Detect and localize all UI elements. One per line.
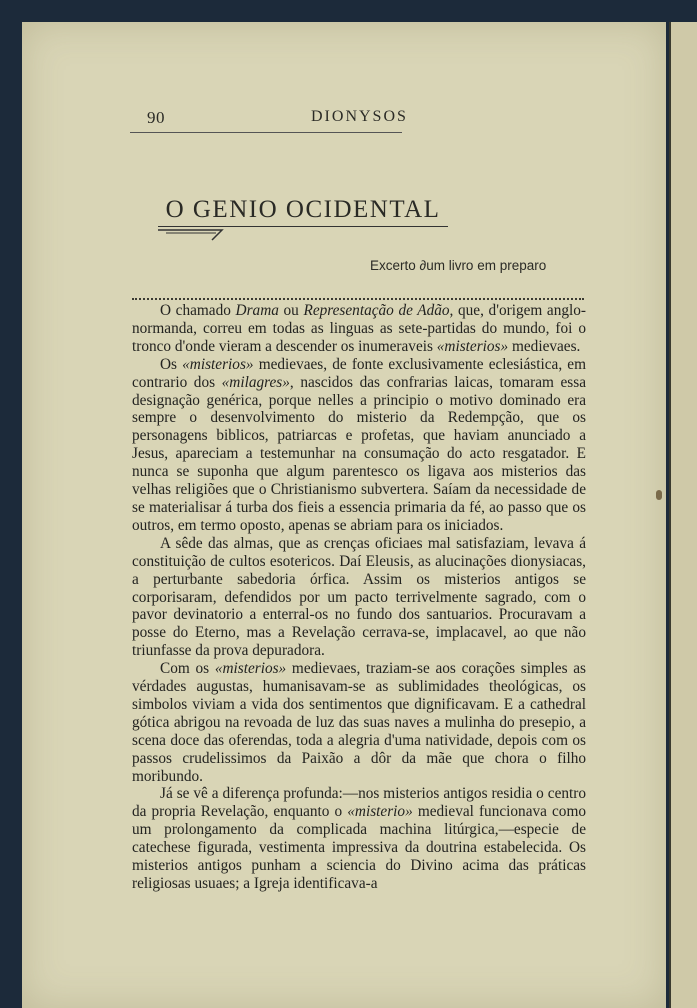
italic-term: «misterios»	[214, 660, 287, 678]
text-run: medievaes.	[508, 337, 581, 355]
text-run: medievaes, de fonte exclusivamente eclesiástica, em contrario dos	[132, 355, 586, 391]
text-run: Com os	[160, 660, 215, 678]
italic-term: Representação de Adão,	[303, 302, 454, 319]
body-paragraph	[132, 785, 586, 892]
text-run: Os	[160, 355, 183, 373]
italic-term: «misterio»	[347, 803, 413, 821]
binding-thread-mark	[656, 490, 662, 500]
running-header	[130, 108, 408, 133]
page-number: 90	[147, 108, 165, 127]
dotted-separator	[132, 288, 584, 300]
article-body	[132, 302, 586, 893]
body-paragraph	[132, 535, 586, 660]
text-run: ou	[278, 302, 304, 319]
text-run: medievaes, traziam-se aos corações simples as vérdades augustas, humanisavam-se as sublimidades theológicas, os simbolos viviam a vida dos sentimentos que dignificavam. E a cathedral gótica abrigou na revoada de luz das suas naves a mulinha do presepio, a scena doce das oferendas, toda a alegria d'uma natividade, depois com os passos crudelissimos da Paixão a dôr da mãe que chora o filho moribundo.	[132, 660, 587, 785]
italic-term: «milagres»	[221, 373, 290, 391]
text-run: A sêde das almas, que as crenças oficiaes mal satisfaziam, levava á constituição de cultos esotericos. Daí Eleusis, as alucinações dionysiacas, a perturbante sabedoria órfica. Assim os misterios antigos se corporisaram, defendidos por um pacto terrivelmente sagrado, com o pavor devinatorio a enterral-os no fundo dos santuarios. Procuravam a posse do Eterno, mas a Revelação cerrava-se, implacavel, ao que não triunfasse da prova depuradora.	[132, 534, 586, 660]
italic-term: «misterios»	[182, 355, 254, 373]
title-flourish-ornament	[156, 224, 226, 244]
article-subtitle: Excerto ∂um livro em preparo	[370, 258, 547, 273]
body-paragraph	[132, 302, 586, 356]
text-run: Já se vê a diferença profunda:—nos misterios antigos residia o centro da propria Revelação, enquanto o	[132, 785, 586, 821]
text-run: O chamado	[160, 302, 236, 319]
italic-term: «misterios»	[436, 337, 509, 355]
article-title: O GENIO OCIDENTAL	[158, 196, 448, 227]
italic-term: Drama	[235, 302, 279, 319]
body-paragraph	[132, 660, 586, 785]
journal-title: DIONYSOS	[311, 108, 408, 125]
text-run: , nascidos das confrarias laicas, tomaram essa designação genérica, porque nelles a principio o motivo dominado era sempre o desenvolvimento do misterio da Redempção, que os personagens biblicos, patriarcas e profetas, que haviam anunciado a Jesus, apareciam a testemunhar na consumação do acto resgatador. E nunca se suponha que algum parentesco os ligava aos misterios das velhas religiões que o Christianismo subvertera. Saíam da necessidade de se materialisar á turba dos fieis a essencia primaria da fé, ao passo que os outros, em termo oposto, apenas se abriam para os iniciados.	[132, 373, 586, 534]
body-paragraph	[132, 356, 586, 535]
text-run: que, d'origem anglo-normanda, correu em todas as linguas as sete-partidas do mundo, foi o tronco d'onde vieram a descender os inumeraveis	[132, 302, 586, 355]
text-run: medieval funcionava como um prolongamento da complicada machina litúrgica,—especie de catechese figurada, vestimenta impressiva da doutrina estabelecida. Os misterios antigos punham a sciencia do Divino acima das práticas religiosas usuaes; a Igreja identificava-a	[132, 803, 586, 892]
next-page-edge	[669, 22, 697, 1008]
